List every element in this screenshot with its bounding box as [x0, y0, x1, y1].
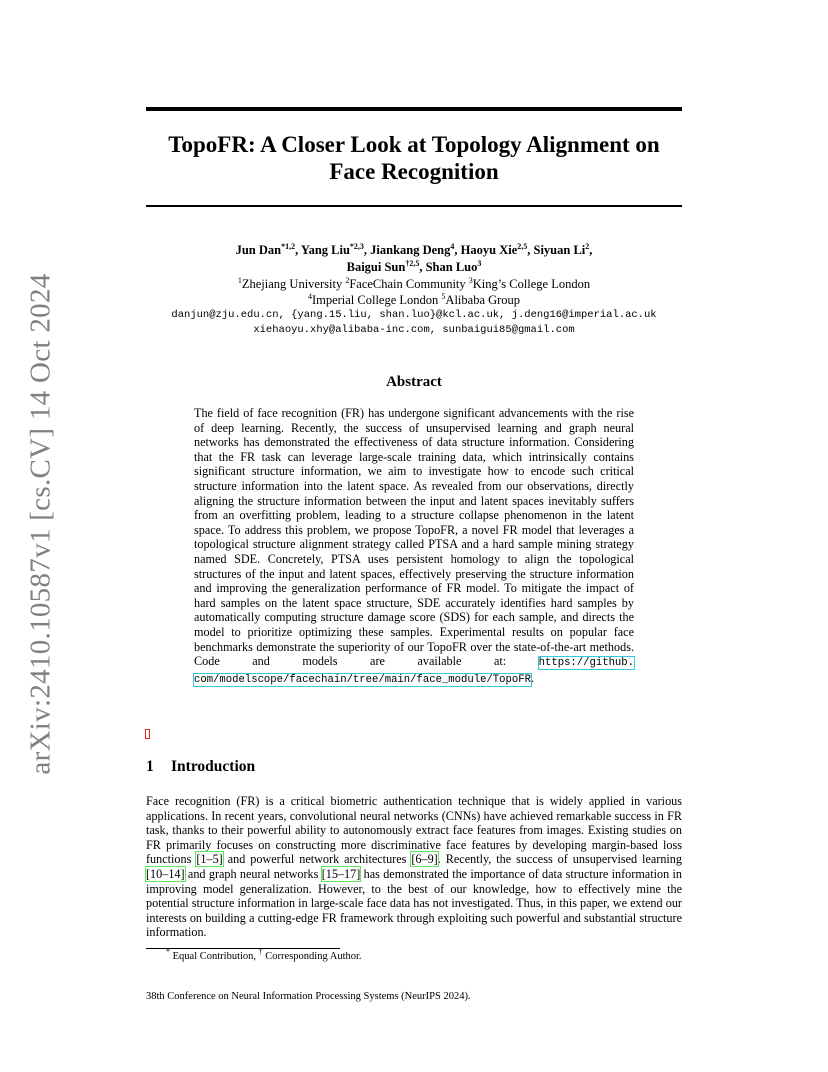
title-top-rule	[146, 107, 682, 111]
footnote-text: Equal Contribution,	[170, 951, 259, 962]
affiliation-mark: 3	[468, 276, 473, 285]
intro-text: has demonstrated the importance of data structure information in improving model generalization. However, to the best of our knowledge, how to effectively mine the potential structure information in large-scale face data has not investigated. Thus, in this paper, we extend our interests on building a cutting-edge FR framework through exploiting such powerful and substantial structure information.	[146, 866, 682, 940]
citation-link[interactable]: [1–5]	[196, 852, 223, 867]
affiliation-line-2	[146, 292, 682, 308]
author-line-2: Baigui Sun$^{\dagger 2,5}$, Shan Luo$^3$	[346, 259, 482, 274]
affiliation-name: Zhejiang University	[241, 277, 343, 291]
footnote-mark: †	[258, 947, 263, 956]
author-name: Jiankang Deng	[370, 243, 451, 257]
affiliation-line-1	[146, 276, 682, 292]
abstract-heading: Abstract	[386, 374, 442, 390]
email-line-2: xiehaoyu.xhy@alibaba-inc.com, sunbaigui85@gmail.com	[253, 324, 575, 336]
abstract-text	[194, 406, 634, 687]
citation-link[interactable]: [10–14]	[146, 866, 185, 881]
author-name: Jun Dan	[235, 243, 282, 257]
title-line-2: Face Recognition	[329, 159, 499, 184]
abstract-end: .	[530, 670, 534, 685]
author-name: Shan Luo	[425, 260, 478, 274]
footnote-mark: *	[166, 947, 170, 956]
intro-text: . Recently, the success of unsupervised learning	[437, 852, 682, 867]
citation-link[interactable]: [15–17]	[321, 866, 361, 881]
author-affiliation-mark: *2,3	[349, 242, 364, 251]
affiliation-name: King’s College London	[472, 277, 591, 291]
arxiv-stamp: arXiv:2410.10587v1 [cs.CV] 14 Oct 2024	[24, 273, 57, 775]
affiliation-name: Imperial College London	[311, 293, 439, 307]
section-heading	[146, 758, 255, 776]
paper-title	[146, 131, 682, 185]
section-title: Introduction	[171, 758, 256, 775]
affiliation-name: FaceChain Community	[349, 277, 466, 291]
intro-text: and powerful network architectures	[222, 852, 412, 867]
affiliation-name: Alibaba Group	[445, 293, 521, 307]
introduction-paragraph	[146, 794, 682, 940]
citation-link[interactable]: [6–9]	[411, 852, 438, 867]
footnote-rule	[146, 948, 340, 949]
footnote	[166, 947, 362, 962]
abstract-body: The field of face recognition (FR) has undergone significant advancements with the rise of deep learning. Recently, the success of unsupervised learning and graph neural networks has demonstrated the effectiveness of data structure information. Considering that the FR task can leverage large-scale training data, which intrinsically contains significant structure information, we aim to investigate how to encode such critical structure information into the latent space. As revealed from our observations, directly aligning the structure information between the input and latent spaces inevitably suffers from an overfitting problem, leading to a structure collapse phenomenon in the latent space. To address this problem, we propose TopoFR, a novel FR model that leverages a topological structure alignment strategy called PTSA and a hard sample mining strategy named SDE. Concretely, PTSA uses persistent homology to align the topological structures of the input and latent spaces, effectively preserving the structure information and improving the generalization performance of FR model. To mitigate the impact of hard samples on the latent space structure, SDE accurately identifies hard samples by automatically computing structure damage score (SDS) for each sample, and directs the model to prioritize optimizing these samples. Experimental results on popular face benchmarks demonstrate the superiority of our TopoFR over the state-of-the-art methods. Code and models are available at:	[194, 406, 634, 669]
author-affiliation-mark: 4	[450, 242, 455, 251]
author-affiliation-mark: 2,5	[517, 242, 528, 251]
annotation-marker	[145, 729, 150, 739]
intro-text: Face recognition (FR) is a critical biometric authentication technique that is widely applied in various applications. In recent years, convolutional neural networks (CNNs) have achieved remarkable success in FR task, thanks to their powerful ability to autonomously extract face features from images. Existing studies on FR primarily focuses on constructing more discriminative face features by developing margin-based loss functions	[146, 794, 682, 867]
intro-text: and graph neural networks	[184, 866, 322, 881]
author-affiliation-mark: 2	[585, 242, 590, 251]
author-affiliation-mark: 3	[477, 259, 482, 268]
author-affiliation-mark: †2,5	[405, 259, 420, 268]
affiliation-mark: 4	[307, 292, 312, 301]
title-bottom-rule	[146, 205, 682, 207]
code-link-part-1[interactable]: https://github.	[538, 657, 634, 670]
code-link-part-2[interactable]: com/modelscope/facechain/tree/main/face_module/TopoFR	[194, 673, 531, 686]
conference-footer: 38th Conference on Neural Information Processing Systems (NeurIPS 2024).	[146, 991, 471, 1002]
section-number: 1	[146, 758, 154, 775]
affiliation-mark: 1	[237, 276, 242, 285]
affiliation-mark: 2	[345, 276, 350, 285]
author-name: Baigui Sun	[346, 260, 406, 274]
author-name: Siyuan Li	[533, 243, 586, 257]
author-line-1: Jun Dan$^{*1,2}$, Yang Liu$^{*2,3}$, Jiankang Deng$^4$, Haoyu Xie$^{2,5}$, Siyuan Li$^2$,	[235, 242, 593, 257]
author-name: Yang Liu	[300, 243, 350, 257]
title-line-1: TopoFR: A Closer Look at Topology Alignment on	[168, 132, 660, 157]
author-affiliation-mark: *1,2	[281, 242, 296, 251]
author-block	[146, 242, 682, 338]
email-line-1: danjun@zju.edu.cn, {yang.15.liu, shan.luo}@kcl.ac.uk, j.deng16@imperial.ac.uk	[171, 309, 657, 321]
affiliation-mark: 5	[441, 292, 446, 301]
author-name: Haoyu Xie	[460, 243, 518, 257]
footnote-text: Corresponding Author.	[262, 951, 362, 962]
